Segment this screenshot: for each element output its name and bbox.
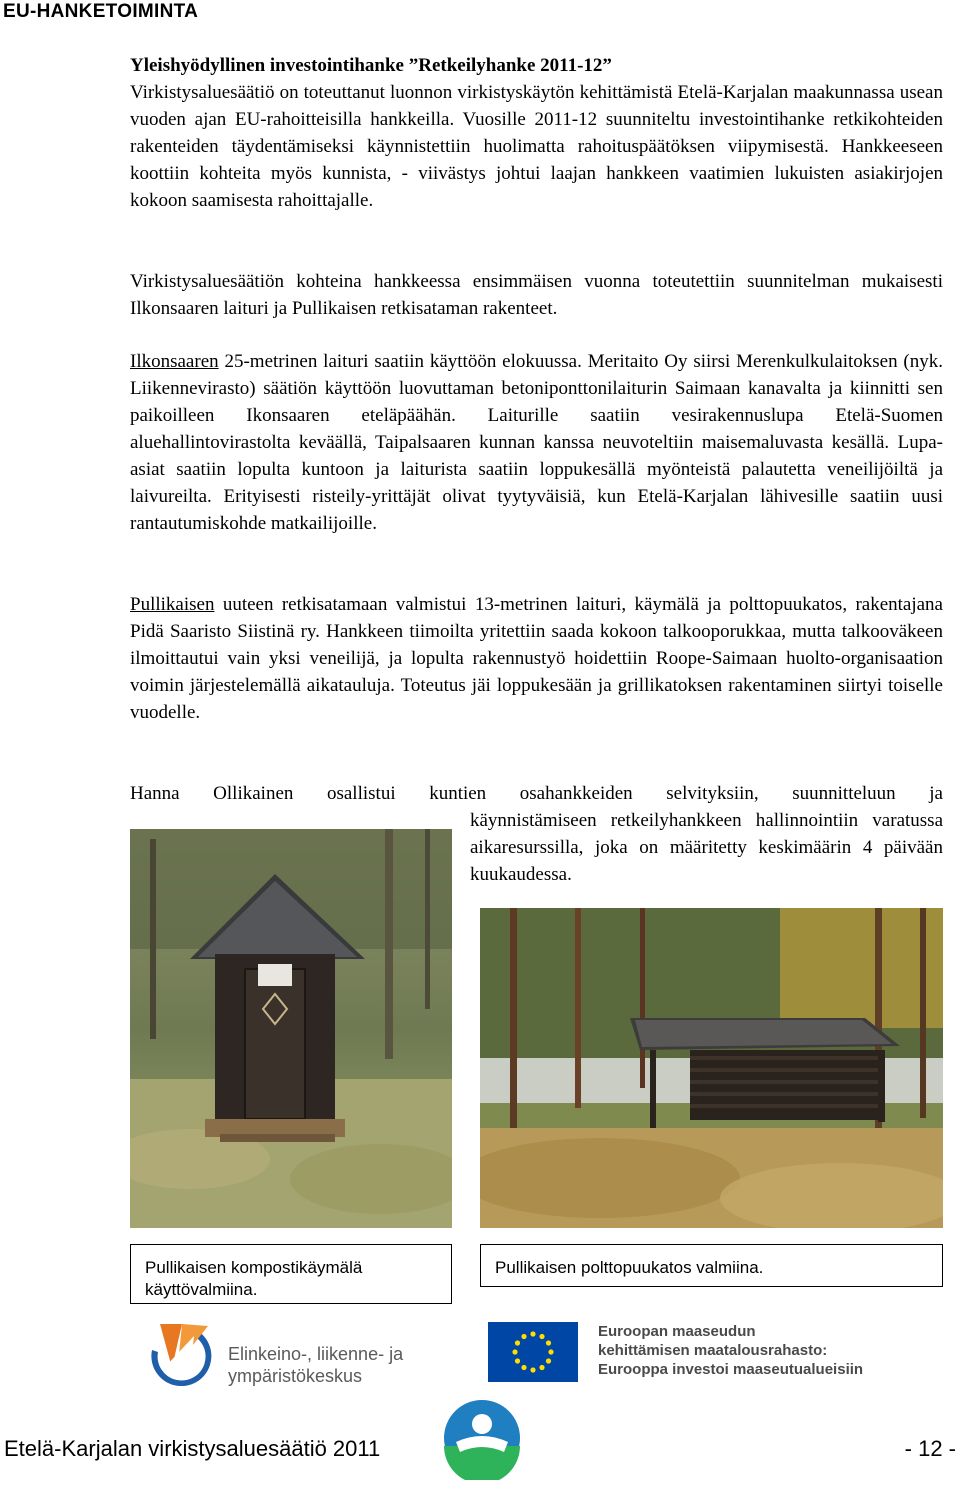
eu-line2: kehittämisen maatalousrahasto: [598,1342,828,1359]
paragraph-targets-text: Virkistysaluesäätiön kohteina hankkeessa ensimmäisen vuonna toteutettiin suunnitelman mukaisesti Ilkonsaaren laituri ja Pullikaisen retkisataman rakenteet. [130,271,943,319]
eu-line1: Euroopan maaseudun [598,1323,756,1340]
paragraph-pullikainen [130,591,943,726]
paragraph-targets [130,268,943,322]
caption-firewood-shed: Pullikaisen polttopuukatos valmiina. [480,1244,943,1287]
compost-toilet-image [130,829,452,1228]
ely-logo [146,1318,426,1390]
pullikainen-heading: Pullikaisen [130,594,215,615]
intro-section [130,52,943,214]
photo-compost-toilet [130,829,452,1228]
ilkonsaari-text: 25-metrinen laituri saatiin käyttöön elokuussa. Meritaito Oy siirsi Merenkulkulaitoksen (nyk. Liikennevirasto) säätiön käyttöön luovuttaman betoniponttonilaiturin Saimaan kanavalta ja kiinnitti sen paikoilleen Ikonsaaren eteläpäähän. Laiturille saatiin vesirakennuslupa Etelä-Suomen aluehallintovirastolta keväällä, Taipalsaaren kunnan kanssa neuvoteltiin maisemaluvasta kesällä. Lupa-asiat saatiin lopulta kuntoon ja laiturista saatiin loppukesällä myönteistä palautetta veneilijöiltä ja laivureilta. Erityisesti risteily-yrittäjät olivat tyytyväisiä, kun Etelä-Karjalan lähivesille saatiin uusi rantautumiskohde matkailijoille. [130,351,943,534]
paragraph-ilkonsaari [130,348,943,537]
ely-logo-graphic [146,1318,426,1390]
footer-org: Etelä-Karjalan virkistysaluesäätiö 2011 [4,1436,381,1461]
paragraph-ollikainen-line1 [130,780,943,807]
ollikainen-text-line1: Hanna Ollikainen osallistui kuntien osahankkeiden selvityksiin, suunnitteluun ja [130,783,943,804]
ilkonsaari-heading: Ilkonsaaren [130,351,219,372]
ollikainen-text-rest: käynnistämiseen retkeilyhankkeen hallinnointiin varatussa aikaresurssilla, joka on määritetty keskimäärin 4 päivään kuukaudessa. [470,810,943,885]
eu-fund-text [598,1322,898,1379]
firewood-shed-image [480,908,943,1228]
eu-stars-icon [488,1322,578,1382]
page-footer [4,1436,956,1462]
eu-flag [488,1322,578,1382]
paragraph-intro: Virkistysaluesäätiö on toteuttanut luonnon virkistyskäytön kehittämistä Etelä-Karjalan maakunnassa usean vuoden ajan EU-rahoitteisilla hankkeilla. Vuosille 2011-12 suunniteltu investointihanke retkikohteiden rakenteiden täydentämiseksi käynnistettiin huolimatta rahoituspäätöksen viipymisestä. Hankkeeseen koottiin kohteita myös kunnista, - viivästys johtui laajan hankkeen vaatimien lukuisten asiakirjojen kokoon saamisesta rahoittajalle. [130,82,943,211]
article-title: Yleishyödyllinen investointihanke ”Retkeilyhanke 2011-12” [130,55,612,76]
caption-compost-toilet: Pullikaisen kompostikäymälä käyttövalmiina. [130,1244,452,1304]
pullikainen-text: uuteen retkisatamaan valmistui 13-metrinen laituri, käymälä ja polttopuukatos, rakentajana Pidä Saaristo Siistinä ry. Hankkeen tiimoilta yritettiin saada kokoon talkooporukkaa, mutta talkooväkeen ilmoittautui vain yksi veneilijä, ja lopulta rakennustyö hoidettiin Roope-Saimaan huolto-organisaation voimin järjestelemällä aikatauluja. Toteutus jäi loppukesään ja grillikatoksen rakentaminen siirtyi toiselle vuodelle. [130,594,943,723]
photo-firewood-shed [480,908,943,1228]
paragraph-ollikainen-rest [470,807,943,888]
eu-line3: Eurooppa investoi maaseutualueisiin [598,1361,864,1378]
ely-line2: ympäristökeskus [228,1366,363,1386]
section-header: EU-HANKETOIMINTA [3,1,199,22]
page-number: - 12 - [904,1436,956,1461]
ely-line1: Elinkeino-, liikenne- ja [228,1344,404,1364]
